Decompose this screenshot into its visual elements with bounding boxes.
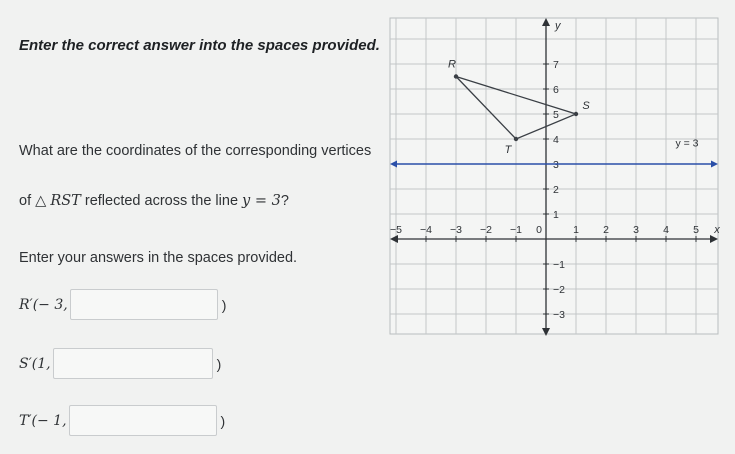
x-tick-label: −3 (450, 224, 462, 236)
vertex-point-t (514, 137, 518, 141)
x-tick-label: −1 (510, 224, 522, 236)
vertex-label-r: R (448, 58, 456, 71)
x-tick-label: 4 (663, 224, 669, 236)
instruction-text: Enter the correct answer into the spaces provided. (19, 37, 380, 54)
answer-s-input[interactable] (53, 348, 213, 379)
answer-row-s (19, 348, 221, 379)
y-tick-label: −1 (553, 259, 565, 271)
y-tick-label: 6 (553, 84, 559, 96)
question-line-2 (19, 193, 289, 209)
triangle-symbol: △ (35, 193, 47, 209)
y-axis-label: y (555, 20, 561, 32)
x-tick-label: −2 (480, 224, 492, 236)
answer-r-prefix: R′(− 3, (19, 296, 68, 313)
answer-s-prefix: S′(1, (19, 355, 51, 372)
reflection-line-label: y = 3 (675, 137, 699, 150)
triangle-name: RST (50, 193, 81, 209)
question-reflected-text: reflected across the line (80, 193, 243, 209)
x-tick-label: −5 (390, 224, 402, 236)
answer-r-suffix: ) (221, 296, 227, 313)
y-tick-label: 7 (553, 59, 559, 71)
y-tick-label: 5 (553, 109, 559, 121)
reflection-line-equation: y = 3 (242, 193, 281, 209)
vertex-point-s (574, 112, 578, 116)
x-tick-label: 3 (633, 224, 639, 236)
answer-s-suffix: ) (216, 355, 222, 372)
y-tick-label: −3 (553, 309, 565, 321)
y-tick-label: 2 (553, 184, 559, 196)
y-tick-label: 4 (553, 134, 559, 146)
answer-t-suffix: ) (220, 412, 226, 429)
question-mark: ? (280, 193, 289, 209)
question-line-1: What are the coordinates of the corresponding vertices (19, 143, 372, 159)
x-tick-label: 2 (603, 224, 609, 236)
answer-t-input[interactable] (69, 405, 217, 436)
vertex-point-r (454, 74, 458, 78)
vertex-label-s: S (582, 100, 590, 112)
answer-r-input[interactable] (70, 289, 218, 320)
answer-row-r (19, 289, 226, 320)
x-axis-label: x (714, 224, 720, 236)
y-tick-label: 3 (553, 159, 559, 171)
question-line-3: Enter your answers in the spaces provided. (19, 250, 298, 266)
y-tick-label: −2 (553, 284, 565, 296)
y-tick-label: 1 (553, 209, 559, 221)
vertex-label-t: T (504, 144, 512, 156)
question-of-text: of (19, 193, 36, 209)
coordinate-graph (388, 14, 720, 344)
origin-label: 0 (536, 224, 542, 236)
x-tick-label: 1 (573, 224, 579, 236)
x-tick-label: 5 (693, 224, 699, 236)
x-tick-label: −4 (420, 224, 432, 236)
answer-t-prefix: T′(− 1, (19, 412, 67, 429)
answer-row-t (19, 405, 225, 436)
